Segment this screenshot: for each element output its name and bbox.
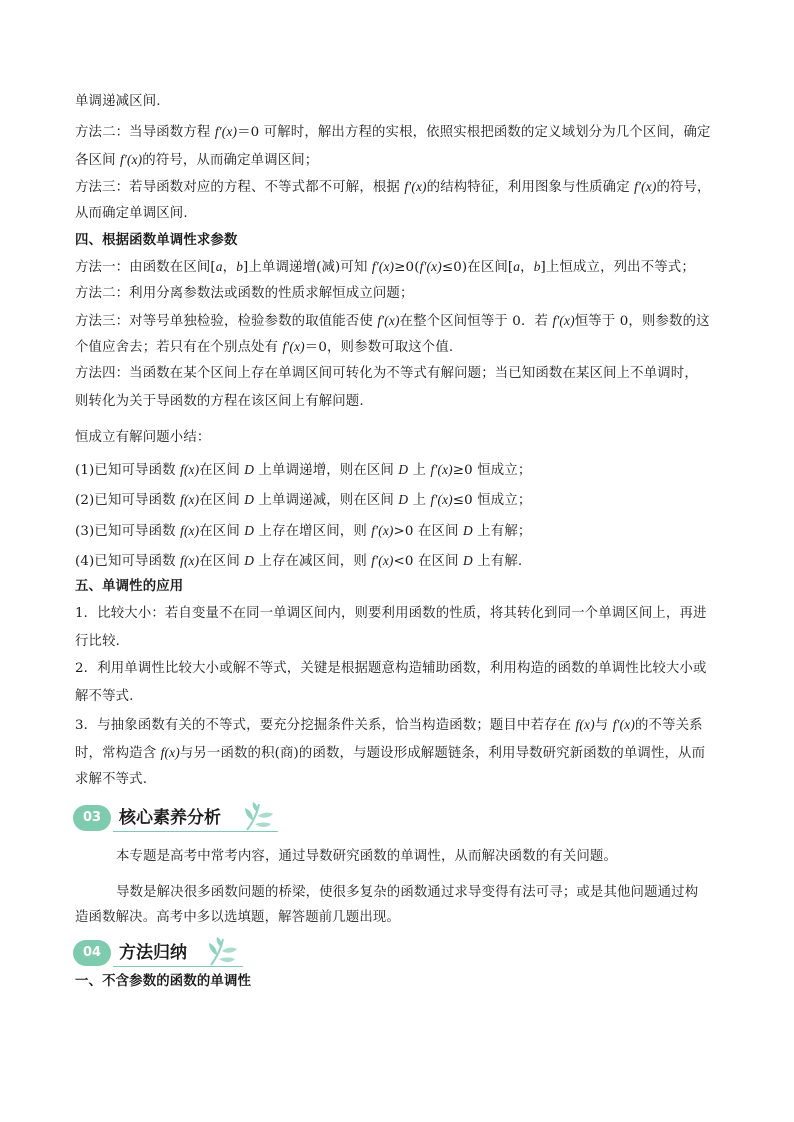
text-line: 方法三：若导函数对应的方程、不等式都不可解，根据 f′(x)的结构特征，利用图象与性质确定 f′(x)的符号， (75, 179, 711, 195)
text-line: 方法三：对等号单独检验，检验参数的取值能否使 f′(x)在整个区间恒等于 0．若 f′(x)恒等于 0，则参数的这 (75, 313, 710, 329)
text-line: 本专题是高考中常考内容，通过导数研究函数的单调性，从而解决函数的有关问题。 (116, 849, 618, 864)
summary-item: (3)已知可导函数 f(x)在区间 D 上存在增区间，则 f′(x)>0 在区间 D 上有解； (75, 523, 532, 539)
text-line: 方法二：当导函数方程 f′(x)＝0 可解时，解出方程的实根，依照实根把函数的定义域划分为几个区间，确定 (75, 124, 711, 140)
text-line: 恒成立有解问题小结： (75, 430, 211, 445)
text-line: 求解不等式. (75, 772, 148, 787)
summary-item: (1)已知可导函数 f(x)在区间 D 上单调递增，则在区间 D 上 f′(x)≥0 恒成立； (75, 462, 532, 478)
leaf-icon (239, 800, 279, 834)
section-number-badge: 03 (73, 805, 111, 831)
section-heading: 五、单调性的应用 (75, 579, 184, 594)
text-line: 解不等式. (75, 689, 134, 704)
text-line: 单调递减区间. (75, 94, 161, 109)
text-line: 导数是解决很多函数问题的桥梁，使很多复杂的函数通过求导变得有法可寻；或是其他问题通过构 (116, 885, 699, 900)
text-line: 从而确定单调区间. (75, 206, 188, 221)
summary-item: (2)已知可导函数 f(x)在区间 D 上单调递减，则在区间 D 上 f′(x)≤0 恒成立； (75, 492, 532, 508)
section-heading: 四、根据函数单调性求参数 (75, 233, 238, 248)
section-title: 核心素养分析 (119, 808, 221, 828)
text-line: 方法四：当函数在某个区间上存在单调区间可转化为不等式有解问题；当已知函数在某区间上不单调时， (75, 366, 698, 381)
section-title: 方法归纳 (119, 943, 187, 963)
text-line: 1．比较大小：若自变量不在同一单调区间内，则要利用函数的性质，将其转化到同一个单调区间上，再进 (75, 606, 707, 621)
section-heading: 一、不含参数的函数的单调性 (75, 974, 252, 989)
text-line: 行比较. (75, 634, 121, 649)
section-number-badge: 04 (73, 940, 111, 966)
text-line: 方法二：利用分离参数法或函数的性质求解恒成立问题； (75, 286, 414, 301)
text-line: 3．与抽象函数有关的不等式，要充分挖掘条件关系，恰当构造函数；题目中若存在 f(x)与 f′(x)的不等关系 (75, 717, 703, 733)
text-line: 则转化为关于导函数的方程在该区间上有解问题. (75, 394, 364, 409)
text-line: 方法一：由函数在区间[a，b]上单调递增(减)可知 f′(x)≥0(f′(x)≤0)在区间[a，b]上恒成立，列出不等式； (75, 259, 695, 275)
leaf-icon (203, 935, 243, 969)
text-line: 造函数解决。高考中多以选填题，解答题前几题出现。 (75, 910, 400, 925)
text-line: 2．利用单调性比较大小或解不等式，关键是根据题意构造辅助函数，利用构造的函数的单调性比较大小或 (75, 661, 707, 676)
text-line: 各区间 f′(x)的符号，从而确定单调区间； (75, 152, 319, 168)
text-line: 个值应舍去；若只有在个别点处有 f′(x)＝0，则参数可取这个值. (75, 339, 454, 355)
section-header-04 (73, 939, 273, 969)
summary-item: (4)已知可导函数 f(x)在区间 D 上存在减区间，则 f′(x)<0 在区间 D 上有解. (75, 553, 523, 569)
text-line: 时，常构造含 f(x)与另一函数的积(商)的函数，与题设形成解题链条，利用导数研究新函数的单调性，从而 (75, 745, 706, 761)
section-header-03 (73, 804, 293, 834)
